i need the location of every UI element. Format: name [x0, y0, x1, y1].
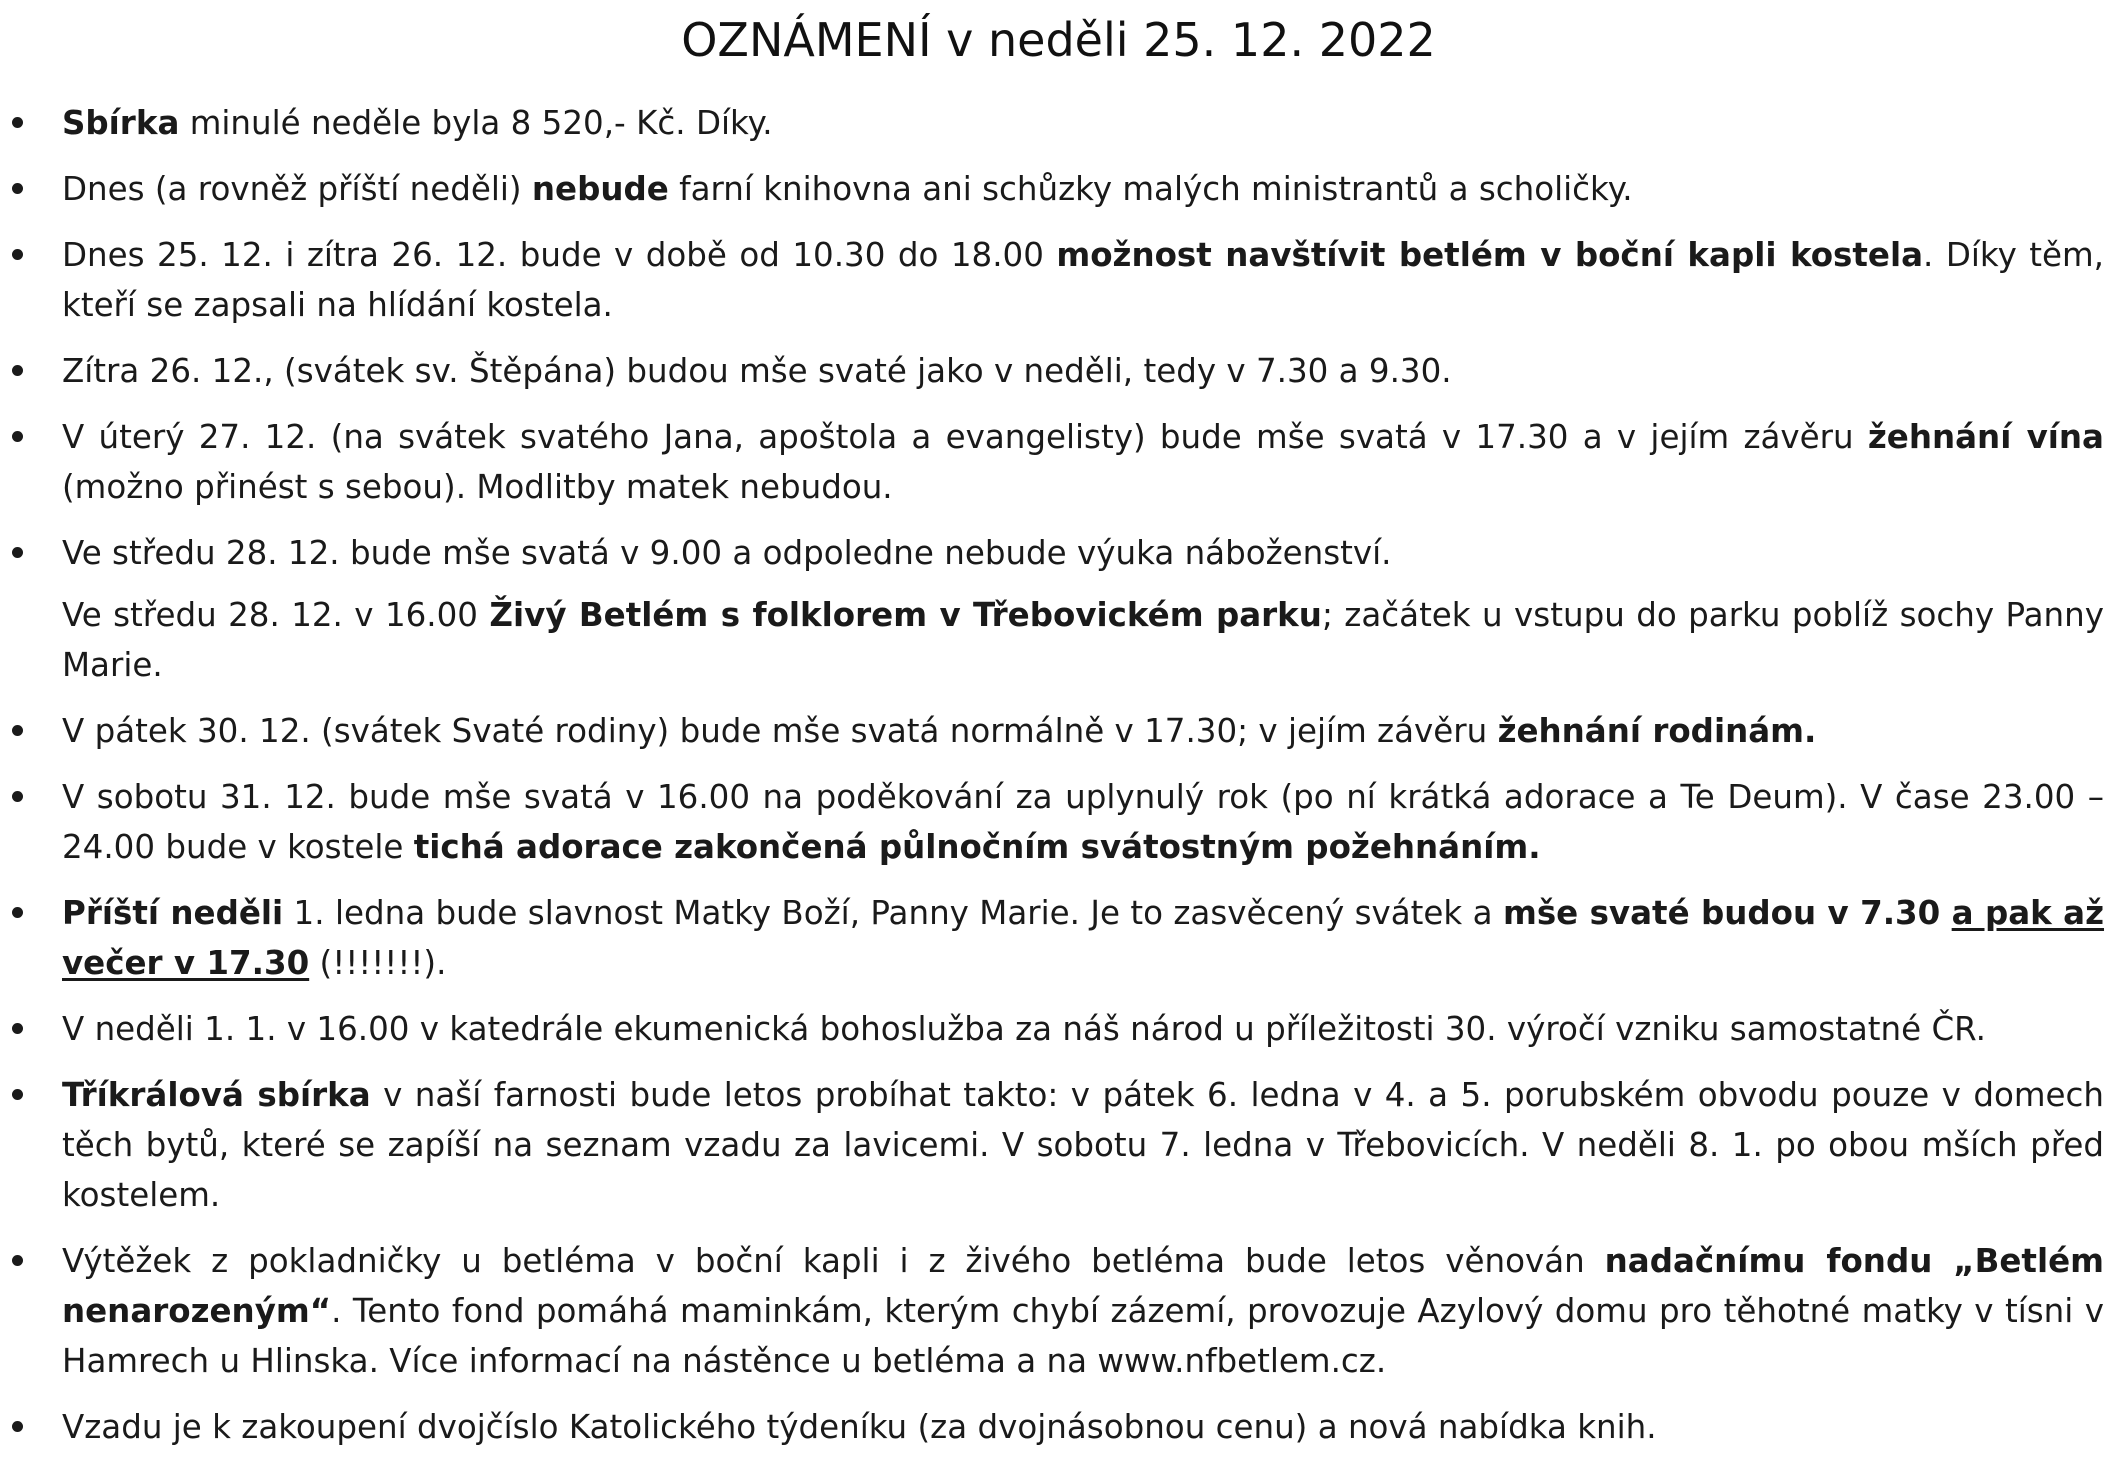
bullet-icon — [12, 117, 23, 128]
item-text: farní knihovna ani schůzky malých ministrantů a scholičky. — [668, 170, 1633, 208]
item-text: V neděli 1. 1. v 16.00 v katedrále ekumenická bohoslužba za náš národ u příležitosti 30. výročí vzniku samostatné ČR. — [62, 1010, 1986, 1048]
bold-text: nebude — [531, 170, 669, 208]
item-text: Dnes (a rovněž příští neděli) — [62, 170, 532, 208]
list-item — [0, 98, 2117, 148]
bold-text: možnost navštívit betlém v boční kapli kostela — [1056, 236, 1924, 274]
bullet-icon — [12, 725, 23, 736]
bullet-icon — [12, 1255, 23, 1266]
list-item — [0, 412, 2117, 512]
list-item — [0, 1236, 2117, 1386]
bullet-icon — [12, 907, 23, 918]
list-item — [0, 1402, 2117, 1452]
bullet-icon — [12, 791, 23, 802]
list-item — [0, 346, 2117, 396]
item-text: Dnes 25. 12. i zítra 26. 12. bude v době od 10.30 do 18.00 — [62, 236, 1057, 274]
list-item — [0, 772, 2117, 872]
list-item — [0, 528, 2117, 578]
bullet-icon — [12, 431, 23, 442]
bullet-icon — [12, 249, 23, 260]
bullet-icon — [12, 547, 23, 558]
list-item-continuation — [0, 590, 2117, 690]
item-text: minulé neděle byla 8 520,- Kč. Díky. — [179, 104, 773, 142]
announcement-list — [0, 98, 2117, 1468]
item-text: (možno přinést s sebou). Modlitby matek nebudou. — [62, 468, 893, 506]
bold-text: tichá adorace zakončená půlnočním svátostným požehnáním. — [413, 828, 1541, 866]
bullet-icon — [12, 1421, 23, 1432]
list-item — [0, 706, 2117, 756]
item-text: 1. ledna bude slavnost Matky Boží, Panny Marie. Je to zasvěcený svátek a — [283, 894, 1503, 932]
bullet-icon — [12, 365, 23, 376]
item-text: Ve středu 28. 12. bude mše svatá v 9.00 a odpoledne nebude výuka náboženství. — [62, 534, 1392, 572]
list-item — [0, 1070, 2117, 1220]
bold-text: Živý Betlém s folklorem v Třebovickém parku — [489, 596, 1322, 634]
item-text: Zítra 26. 12., (svátek sv. Štěpána) budou mše svaté jako v neděli, tedy v 7.30 a 9.30. — [62, 352, 1452, 390]
bold-text: žehnání rodinám. — [1497, 712, 1817, 750]
item-text: . Díky těm, kteří se zapsali na hlídání kostela. — [62, 236, 2104, 324]
item-text: Vzadu je k zakoupení dvojčíslo Katolického týdeníku (za dvojnásobnou cenu) a nová nabídka knih. — [62, 1408, 1657, 1446]
bullet-icon — [12, 1023, 23, 1034]
item-text: V sobotu 31. 12. bude mše svatá v 16.00 na poděkování za uplynulý rok (po ní krátká adorace a Te Deum). V čase 23.00 – 24.00 bude v kostele — [62, 778, 2104, 866]
list-item — [0, 1004, 2117, 1054]
item-text: v naší farnosti bude letos probíhat takto: v pátek 6. ledna v 4. a 5. porubském obvodu pouze v domech těch bytů, které se zapíší na seznam vzadu za lavicemi. V sobotu 7. ledna v Třebovicích. V neděli 8. 1. po obou mších před kostelem. — [62, 1076, 2104, 1214]
bold-text: mše svaté budou v 7.30 — [1502, 894, 1952, 932]
item-text: ; začátek u vstupu do parku poblíž sochy Panny Marie. — [62, 596, 2104, 684]
item-text: (!!!!!!!). — [309, 944, 447, 982]
bold-text: žehnání vína — [1867, 418, 2104, 456]
item-text: Výtěžek z pokladničky u betléma v boční kapli i z živého betléma bude letos věnován — [62, 1242, 1605, 1280]
item-text: V úterý 27. 12. (na svátek svatého Jana, apoštola a evangelisty) bude mše svatá v 17.30 a v jejím závěru — [62, 418, 1868, 456]
bold-text: Příští neděli — [62, 894, 284, 932]
item-text: . Tento fond pomáhá maminkám, kterým chybí zázemí, provozuje Azylový domu pro těhotné matky v tísni v Hamrech u Hlinska. Více informací na nástěnce u betléma a na www.nfbetlem.cz. — [62, 1292, 2104, 1380]
list-item — [0, 888, 2117, 988]
item-text: Ve středu 28. 12. v 16.00 — [62, 596, 490, 634]
item-text: V pátek 30. 12. (svátek Svaté rodiny) bude mše svatá normálně v 17.30; v jejím závěru — [62, 712, 1498, 750]
bold-text: nadačnímu fondu „Betlém nenarozeným“ — [62, 1242, 2104, 1330]
bold-text: Sbírka — [62, 104, 180, 142]
page-title: OZNÁMENÍ v neděli 25. 12. 2022 — [681, 13, 1436, 67]
bullet-icon — [12, 183, 23, 194]
bold-text: Tříkrálová sbírka — [62, 1076, 371, 1114]
bold-underlined-text: a pak až večer v 17.30 — [62, 894, 2105, 982]
bullet-icon — [12, 1089, 23, 1100]
list-item — [0, 164, 2117, 214]
list-item — [0, 230, 2117, 330]
